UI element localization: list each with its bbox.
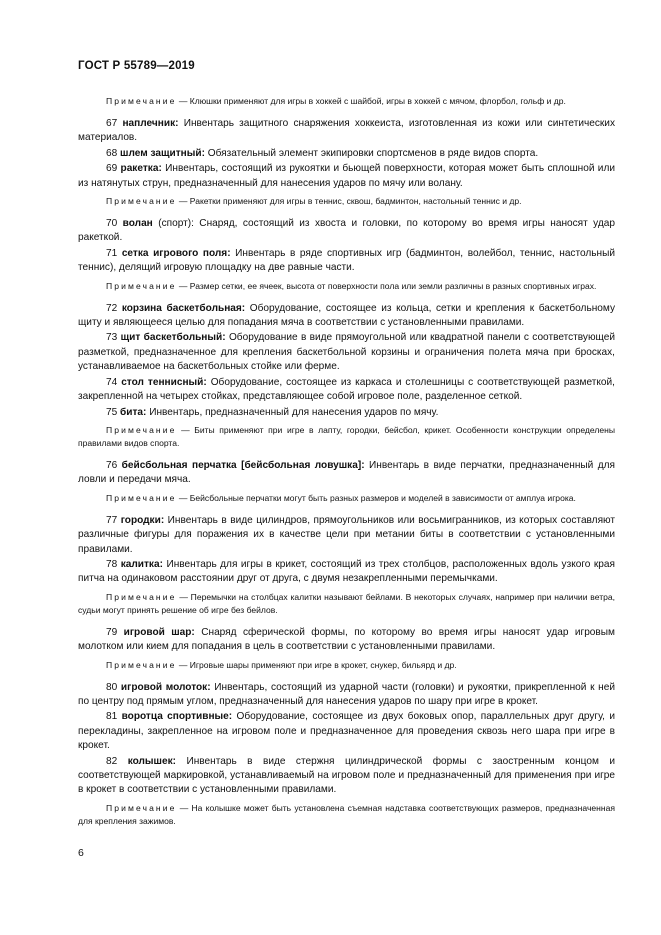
note-label: Примечание [106, 659, 177, 670]
note-label: Примечание [106, 424, 177, 435]
note-text: — Игровые шары применяют при игре в крокет, снукер, бильярд и др. [178, 659, 457, 670]
term-definition: Инвентарь в виде перчатки, предназначенный для ловли и передачи мяча. [78, 459, 615, 486]
note-text: — Бейсбольные перчатки могут быть разных размеров и моделей в зависимости от амплуа игрока. [178, 492, 576, 503]
term-entry [78, 626, 615, 655]
term-number: 76 [106, 459, 118, 471]
term-entry [78, 162, 615, 191]
term-entry [78, 514, 615, 557]
note-label: Примечание [106, 591, 177, 602]
term-definition: Оборудование, состоящее из каркаса и столешницы с соответствующей разметкой, закрепленной на четырех стойках, представляющее собой игровое поле, разделенное сеткой. [78, 376, 615, 403]
term-definition: Снаряд сферической формы, по которому во время игры наносят удар игровым молотком или кием для попадания в цель в соответствии с установленными правилами. [78, 626, 615, 653]
term-entry [78, 247, 615, 276]
term-name: корзина баскетбольная: [121, 302, 246, 314]
note [78, 802, 615, 828]
term-name: игровой молоток: [120, 681, 211, 693]
note [78, 591, 615, 617]
note-text: — Ракетки применяют для игры в теннис, сквош, бадминтон, настольный теннис и др. [178, 196, 522, 207]
term-entry [78, 376, 615, 405]
term-definition: Инвентарь, состоящий из рукоятки и бьющей поверхности, которая может быть сплошной или из натянутых струн, предназначенный для нанесения ударов по мячу или волану. [78, 163, 615, 189]
term-entry [78, 406, 615, 420]
note-text: — Перемычки на столбцах калитки называют бейлами. В некоторых случаях, например при наличии ветра, судьи могут принять решение об игре без бейлов. [78, 591, 615, 615]
term-definition: Обязательный элемент экипировки спортсменов в ряде видов спорта. [207, 147, 539, 159]
term-name: калитка: [120, 558, 163, 570]
note-label: Примечание [106, 196, 177, 207]
note-text: — Размер сетки, ее ячеек, высота от поверхности пола или земли различны в разных спортивных играх. [178, 280, 597, 291]
term-entry [78, 147, 615, 161]
term-name: волан [122, 218, 153, 230]
term-definition: Оборудование, состоящее из двух боковых опор, параллельных друг другу, и перекладины, закрепленное на игровом поле и предназначенное для проведения сквозь него шара при игре в крокет. [78, 711, 615, 752]
term-entry [78, 302, 615, 331]
terms-list [78, 95, 615, 828]
term-definition: Инвентарь для игры в крикет, состоящий из трех столбцов, расположенных вдоль узкого края питча на одинаковом расстоянии друг от друга, с двумя незакрепленными перемычками. [78, 558, 615, 585]
term-number: 82 [106, 755, 118, 767]
page-header: ГОСТ Р 55789—2019 [78, 60, 195, 72]
term-name: колышек: [127, 755, 176, 767]
term-number: 69 [106, 163, 118, 175]
term-definition: Инвентарь в виде цилиндров, прямоугольников или восьмигранников, из которых составляют различные фигуры для поражения их в качестве цели при метании биты в соответствии с установленными правилами. [78, 514, 616, 555]
note-label: Примечание [106, 802, 177, 813]
term-name: ракетка: [120, 163, 162, 175]
term-definition: Оборудование, состоящее из кольца, сетки и крепления к баскетбольному щиту и являющееся целью для попадания мяча в соответствии с установленными правилами. [78, 302, 615, 329]
term-number: 68 [106, 147, 118, 159]
term-name: сетка игрового поля: [121, 247, 231, 259]
term-name: щит баскетбольный: [120, 332, 226, 344]
term-number: 75 [106, 406, 118, 418]
term-definition: Инвентарь, предназначенный для нанесения ударов по мячу. [149, 406, 439, 418]
term-number: 67 [106, 118, 118, 129]
document-body [78, 91, 615, 837]
note-label: Примечание [106, 96, 177, 106]
note [78, 492, 615, 505]
note [78, 659, 615, 672]
term-number: 81 [106, 711, 118, 723]
term-entry [78, 459, 615, 488]
note-text: — Биты применяют при игре в лапту, городки, бейсбол, крикет. Особенности конструкции определены правилами видов спорта. [78, 424, 615, 448]
term-name: бита: [120, 406, 147, 418]
term-name: шлем защитный: [120, 147, 205, 159]
term-entry [78, 710, 615, 753]
term-definition: Инвентарь защитного снаряжения хоккеиста, изготовленная из кожи или синтетических материалов. [78, 118, 615, 144]
term-number: 77 [106, 514, 118, 526]
note-text: — На колышке может быть установлена съемная надставка соответствующих размеров, предназначенная для крепления зажимов. [78, 802, 615, 826]
term-name: игровой шар: [123, 626, 195, 638]
page-number: 6 [78, 847, 84, 859]
note [78, 195, 615, 208]
term-number: 72 [106, 302, 118, 314]
term-name: воротца спортивные: [121, 711, 233, 723]
note [78, 424, 615, 450]
term-entry [78, 117, 615, 146]
term-name: городки: [120, 514, 165, 526]
term-definition: Оборудование в виде прямоугольной или квадратной панели с соответствующей разметкой, предназначенное для крепления баскетбольной корзины и ограничения полета мяча при бросках, устанавливаемое на баскетбольных стойке или ферме. [78, 332, 615, 373]
term-number: 74 [106, 376, 118, 388]
note-text: — Клюшки применяют для игры в хоккей с шайбой, игры в хоккей с мячом, флорбол, гольф и др. [178, 96, 566, 106]
term-entry [78, 681, 615, 710]
term-name: наплечник: [122, 118, 179, 129]
term-entry [78, 331, 615, 374]
term-name: стол теннисный: [121, 376, 207, 388]
term-number: 73 [106, 332, 118, 344]
term-definition: (спорт): Снаряд, состоящий из хвоста и головки, по которому во время игры наносят удар ракеткой. [78, 218, 616, 244]
note [78, 280, 615, 293]
term-entry [78, 217, 615, 246]
term-entry [78, 755, 615, 798]
term-number: 80 [106, 681, 118, 693]
note-label: Примечание [106, 492, 177, 503]
note [78, 95, 615, 108]
term-number: 79 [106, 626, 118, 638]
term-number: 70 [106, 218, 118, 230]
term-number: 71 [106, 247, 118, 259]
term-definition: Инвентарь, состоящий из ударной части (головки) и рукоятки, прикрепленной к ней по центру под прямым углом, предназначенный для нанесения ударов по шару при игре в крокет. [78, 681, 615, 707]
note-label: Примечание [106, 280, 177, 291]
term-definition: Инвентарь в ряде спортивных игр (бадминтон, волейбол, теннис, настольный теннис), делящий игровую площадку на две равные части. [78, 247, 615, 274]
term-definition: Инвентарь в виде стержня цилиндрической формы с заостренным концом и соответствующей маркировкой, устанавливаемый на игровом поле и предназначенный для применения при игре в крокет в соответствии с установленными правилами. [78, 755, 615, 796]
term-entry [78, 558, 615, 587]
term-number: 78 [106, 558, 118, 570]
term-name: бейсбольная перчатка [бейсбольная ловушка]: [121, 459, 365, 471]
